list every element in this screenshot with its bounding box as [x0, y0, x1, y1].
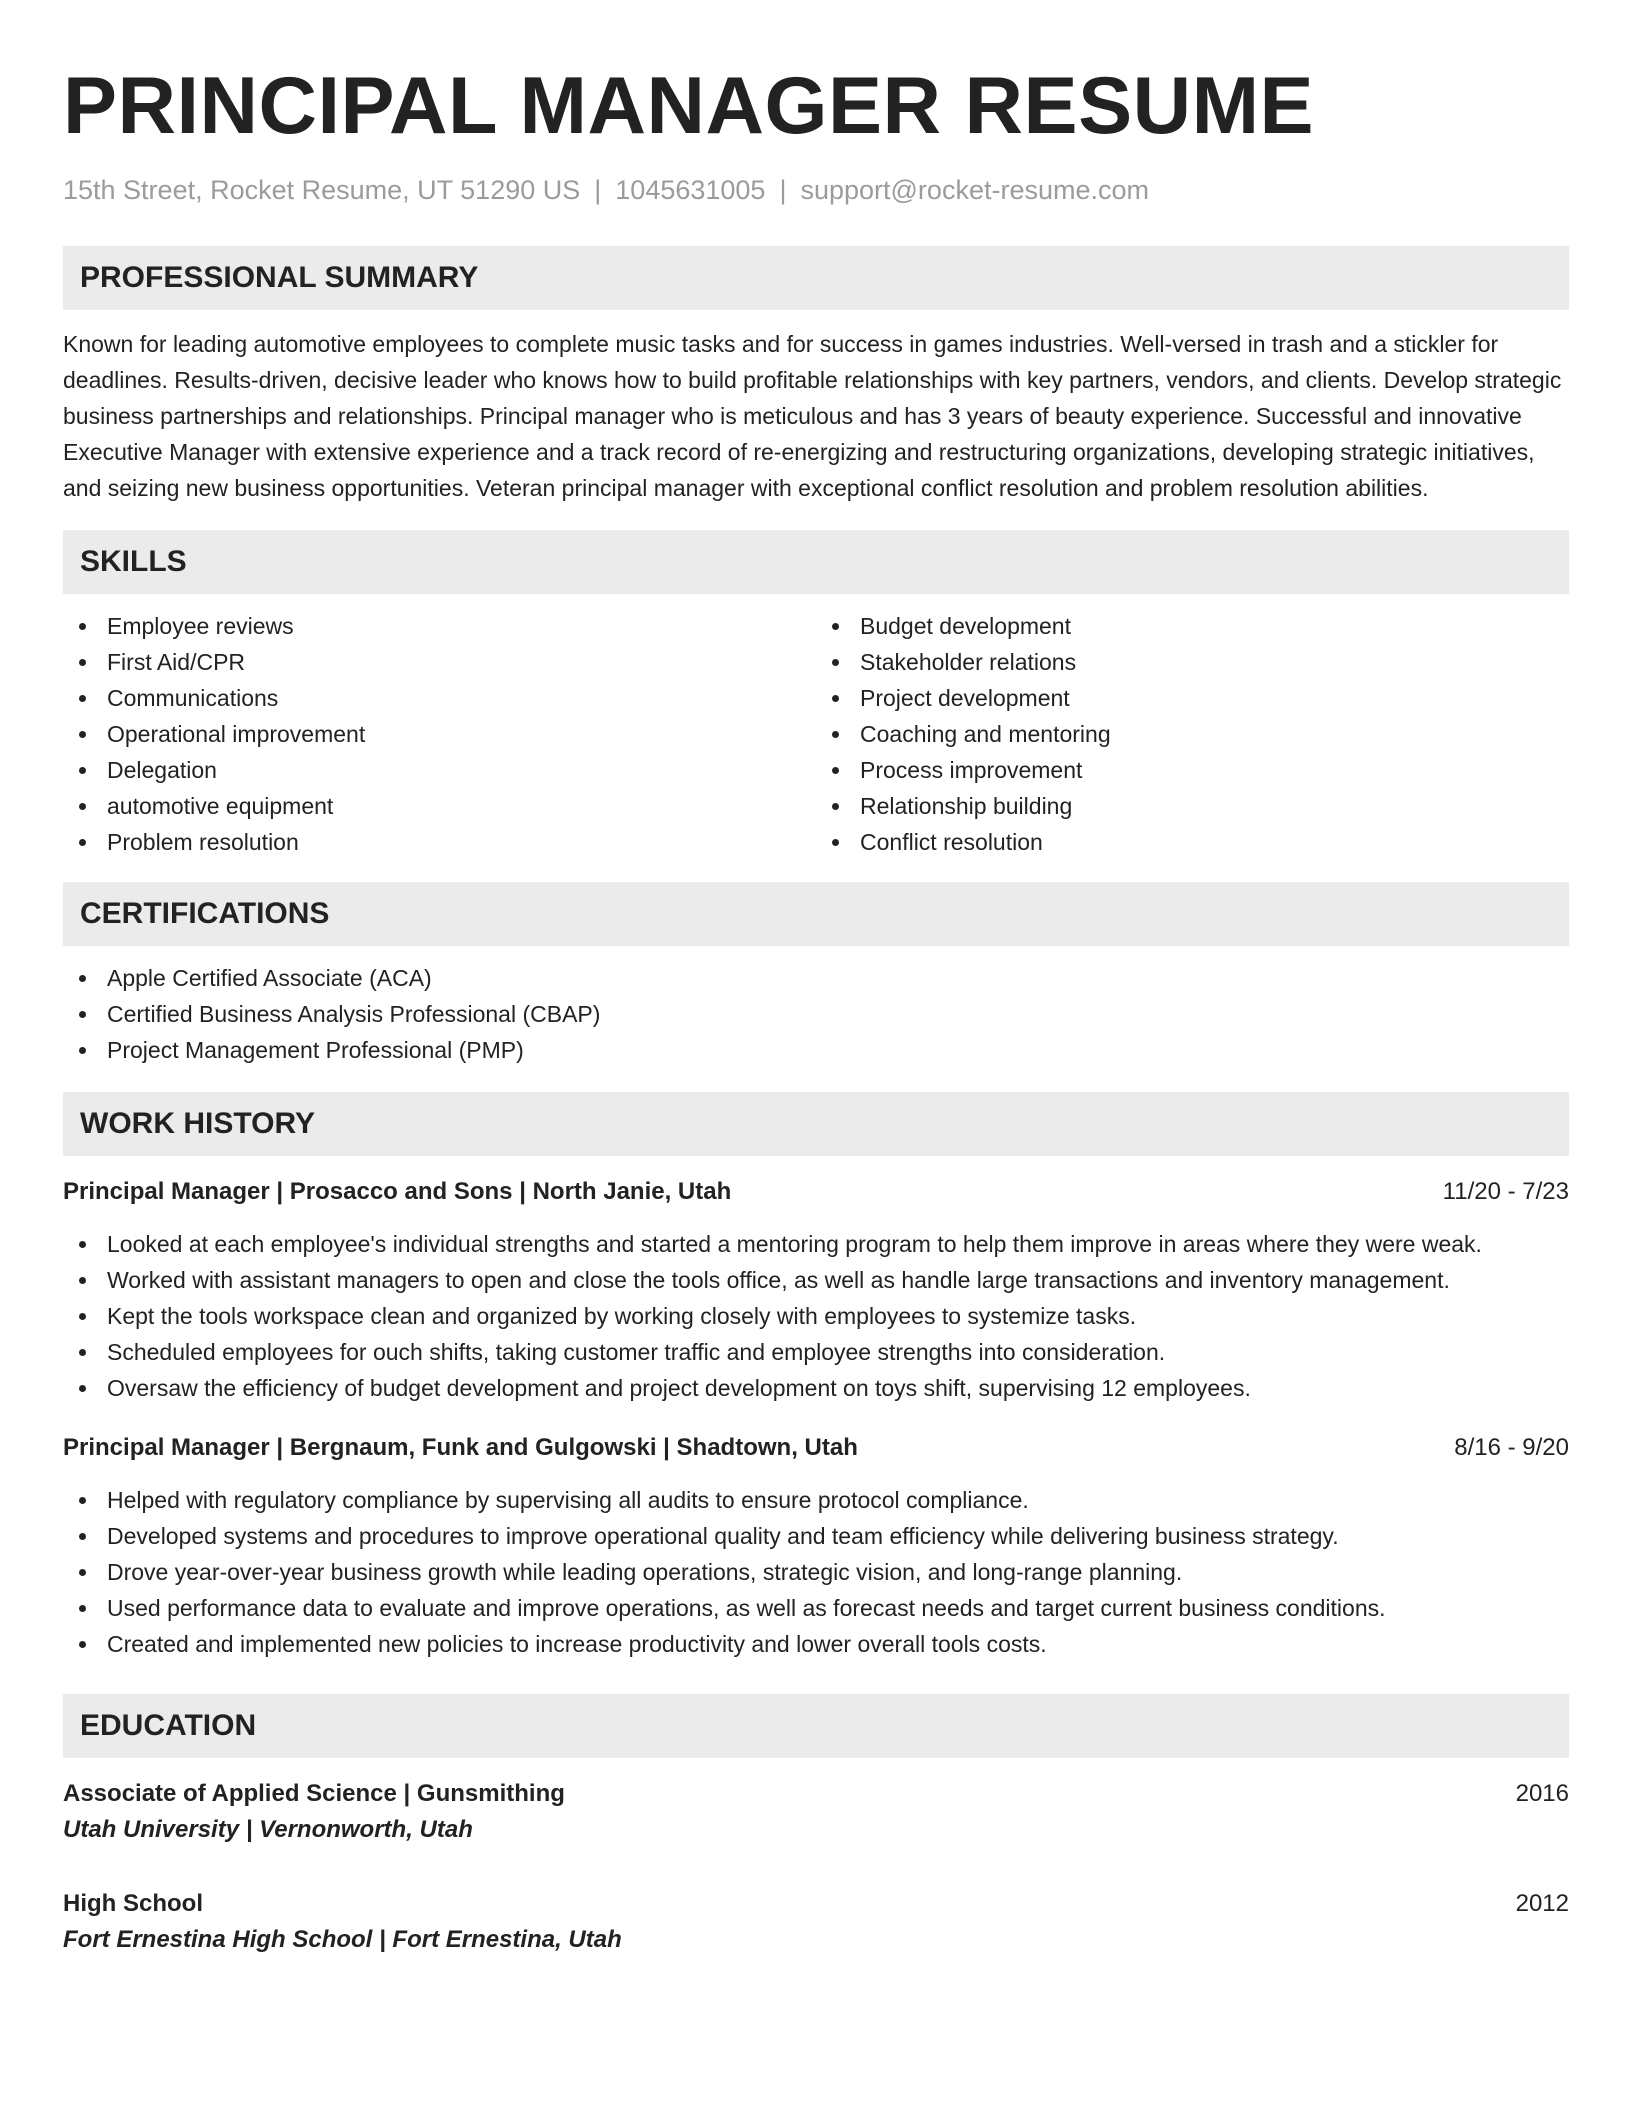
job-bullets [63, 1482, 1569, 1662]
skill-item: Relationship building [816, 788, 1569, 824]
skills-column-right [816, 608, 1569, 860]
education-school: Utah University | Vernonworth, Utah [63, 1816, 473, 1843]
skill-item: Process improvement [816, 752, 1569, 788]
section-heading-education: EDUCATION [63, 1694, 1569, 1758]
job-header [63, 1174, 1569, 1210]
education-degree: Associate of Applied Science | Gunsmithing [63, 1780, 565, 1807]
job-bullet: Developed systems and procedures to improve operational quality and team efficiency while delivering business strategy. [63, 1518, 1569, 1554]
job-bullet: Used performance data to evaluate and improve operations, as well as forecast needs and target current business conditions. [63, 1590, 1569, 1626]
skill-item: Communications [63, 680, 816, 716]
skill-item: Conflict resolution [816, 824, 1569, 860]
section-heading-summary: PROFESSIONAL SUMMARY [63, 246, 1569, 310]
skill-item: Problem resolution [63, 824, 816, 860]
education-header [63, 1886, 1569, 1922]
skills-column-left [63, 608, 816, 860]
address: 15th Street, Rocket Resume, UT 51290 US [63, 175, 581, 205]
education-entry [63, 1886, 1569, 1958]
separator: | [779, 175, 787, 205]
job-title: Principal Manager | Prosacco and Sons | North Janie, Utah [63, 1178, 732, 1205]
skill-item: First Aid/CPR [63, 644, 816, 680]
education-year: 2016 [1515, 1780, 1569, 1807]
skills-list [63, 608, 1569, 860]
section-heading-work-history: WORK HISTORY [63, 1092, 1569, 1156]
email: support@rocket-resume.com [800, 175, 1149, 205]
job-entry [63, 1174, 1569, 1406]
job-bullet: Drove year-over-year business growth while leading operations, strategic vision, and long-range planning. [63, 1554, 1569, 1590]
section-heading-certifications: CERTIFICATIONS [63, 882, 1569, 946]
job-bullet: Oversaw the efficiency of budget development and project development on toys shift, supervising 12 employees. [63, 1370, 1569, 1406]
separator: | [594, 175, 602, 205]
skill-item: Coaching and mentoring [816, 716, 1569, 752]
job-bullet: Kept the tools workspace clean and organized by working closely with employees to systemize tasks. [63, 1298, 1569, 1334]
contact-line [63, 174, 1569, 206]
phone: 1045631005 [615, 175, 766, 205]
skill-item: Budget development [816, 608, 1569, 644]
job-title: Principal Manager | Bergnaum, Funk and Gulgowski | Shadtown, Utah [63, 1434, 858, 1461]
job-entry [63, 1430, 1569, 1662]
skill-item: automotive equipment [63, 788, 816, 824]
skill-item: Project development [816, 680, 1569, 716]
job-bullet: Helped with regulatory compliance by supervising all audits to ensure protocol compliance. [63, 1482, 1569, 1518]
certification-item: Project Management Professional (PMP) [63, 1032, 1569, 1068]
job-header [63, 1430, 1569, 1466]
certifications-list [63, 960, 1569, 1068]
job-bullet: Created and implemented new policies to increase productivity and lower overall tools costs. [63, 1626, 1569, 1662]
education-entry [63, 1776, 1569, 1848]
job-bullet: Looked at each employee's individual strengths and started a mentoring program to help them improve in areas where they were weak. [63, 1226, 1569, 1262]
education-school: Fort Ernestina High School | Fort Ernestina, Utah [63, 1926, 622, 1953]
summary-text: Known for leading automotive employees to complete music tasks and for success in games industries. Well-versed in trash and a stickler for deadlines. Results-driven, decisive leader who knows how to build profitable relationships with key partners, vendors, and clients. Develop strategic business partnerships and relationships. Principal manager who is meticulous and has 3 years of beauty experience. Successful and innovative Executive Manager with extensive experience and a track record of re-energizing and restructuring organizations, developing strategic initiatives, and seizing new business opportunities. Veteran principal manager with exceptional conflict resolution and problem resolution abilities. [63, 331, 1562, 501]
certification-item: Certified Business Analysis Professional (CBAP) [63, 996, 1569, 1032]
education-degree: High School [63, 1890, 203, 1917]
skill-item: Delegation [63, 752, 816, 788]
job-bullet: Worked with assistant managers to open and close the tools office, as well as handle large transactions and inventory management. [63, 1262, 1569, 1298]
resume-title: PRINCIPAL MANAGER RESUME [63, 61, 1315, 151]
section-heading-skills: SKILLS [63, 530, 1569, 594]
job-bullets [63, 1226, 1569, 1406]
skill-item: Stakeholder relations [816, 644, 1569, 680]
job-bullet: Scheduled employees for ouch shifts, taking customer traffic and employee strengths into consideration. [63, 1334, 1569, 1370]
education-year: 2012 [1515, 1890, 1569, 1917]
education-header [63, 1776, 1569, 1812]
skill-item: Operational improvement [63, 716, 816, 752]
certification-item: Apple Certified Associate (ACA) [63, 960, 1569, 996]
skill-item: Employee reviews [63, 608, 816, 644]
job-dates: 8/16 - 9/20 [1454, 1434, 1569, 1461]
job-dates: 11/20 - 7/23 [1442, 1178, 1569, 1205]
